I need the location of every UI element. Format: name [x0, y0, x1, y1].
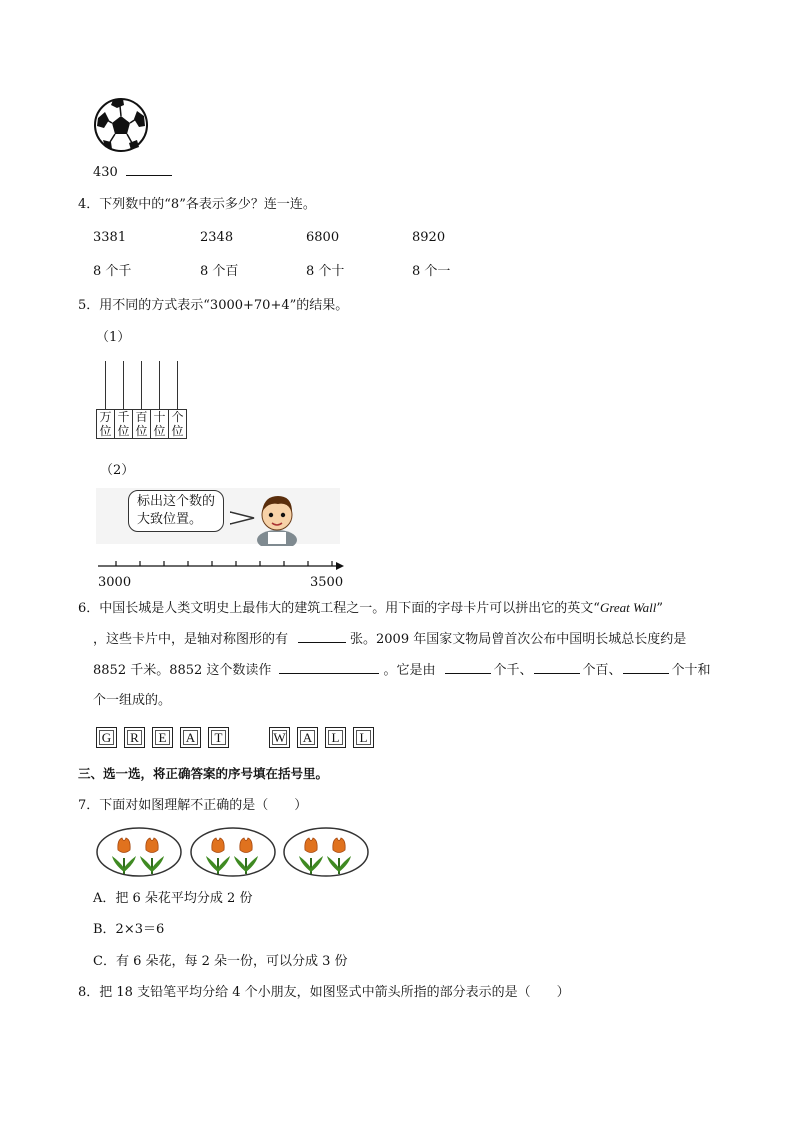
great-wall-text: Great Wall	[599, 600, 657, 615]
question-prompt: ．用不同的方式表示“3000+70+4”的结果。	[86, 298, 349, 313]
abacus-rod	[105, 361, 106, 409]
letter-card[interactable]: G	[96, 727, 117, 748]
meaning-item[interactable]: 8 个百	[200, 264, 239, 279]
ball-answer	[93, 163, 172, 182]
question-prompt: ．把 18 支铅笔平均分给 4 个小朋友，如图竖式中箭头所指的部分表示的是（ ）	[86, 985, 570, 1000]
number-item[interactable]: 8920	[412, 230, 446, 245]
letter-card[interactable]: L	[325, 727, 346, 748]
letter-card[interactable]: L	[353, 727, 374, 748]
letter-card[interactable]: E	[152, 727, 173, 748]
question-5	[78, 297, 348, 315]
section-title: 三、选一选，将正确答案的序号填在括号里。	[78, 766, 329, 781]
meaning-item[interactable]: 8 个千	[93, 264, 132, 279]
question-number: 4	[78, 197, 87, 212]
place-label: 十 位	[150, 409, 169, 439]
question-7	[78, 797, 307, 815]
place-label: 千 位	[114, 409, 133, 439]
letter-card[interactable]: A	[180, 727, 201, 748]
number-item[interactable]: 6800	[306, 230, 340, 245]
option-c[interactable]: C．有 6 朵花，每 2 朵一份，可以分成 3 份	[93, 954, 348, 969]
axis-end-label: 3500	[310, 575, 344, 590]
bubble-text: 标出这个数的	[137, 494, 216, 509]
question-prompt: ．下列数中的“8”各表示多少？连一连。	[86, 197, 316, 212]
answer-blank[interactable]	[126, 163, 172, 176]
part-label: （1）	[96, 330, 131, 345]
bubble-text: 大致位置。	[137, 512, 203, 527]
abacus-rod	[177, 361, 178, 409]
question-number: 8	[78, 985, 87, 1000]
abacus-rod	[123, 361, 124, 409]
speech-bubble	[128, 490, 224, 532]
answer-blank[interactable]	[445, 661, 491, 674]
place-label: 个 位	[168, 409, 187, 439]
place-label: 万 位	[96, 409, 115, 439]
axis-start-label: 3000	[98, 575, 132, 590]
abacus-rod	[141, 361, 142, 409]
number-item[interactable]: 3381	[93, 230, 127, 245]
question-prompt: ．下面对如图理解不正确的是（ ）	[86, 798, 308, 813]
meaning-item[interactable]: 8 个十	[306, 264, 345, 279]
option-a[interactable]: A．把 6 朵花平均分成 2 份	[93, 891, 253, 906]
letter-card[interactable]: A	[297, 727, 318, 748]
question-6-line1: 6．中国长城是人类文明史上最伟大的建筑工程之一。用下面的字母卡片可以拼出它的英文“Great Wall”	[78, 600, 664, 616]
answer-blank[interactable]	[279, 661, 379, 674]
letter-card[interactable]: T	[208, 727, 229, 748]
number-line[interactable]	[96, 556, 346, 572]
place-label: 百 位	[132, 409, 151, 439]
answer-blank[interactable]	[298, 630, 346, 643]
ball-value: 430	[93, 165, 118, 180]
option-b[interactable]: B．2×3＝6	[93, 922, 165, 937]
number-item[interactable]: 2348	[200, 230, 234, 245]
answer-blank[interactable]	[534, 661, 580, 674]
abacus-rod	[159, 361, 160, 409]
question-6-line3: 8852 千米。8852 这个数读作 。它是由 个千、 个百、 个十和	[93, 663, 711, 678]
question-8	[78, 984, 570, 1002]
question-number: 7	[78, 798, 87, 813]
soccer-ball-icon	[93, 96, 149, 154]
boy-avatar	[254, 488, 300, 546]
meaning-item[interactable]: 8 个一	[412, 264, 451, 279]
question-number: 6	[78, 601, 87, 616]
question-6-line2: ，这些卡片中，是轴对称图形的有 张。2009 年国家文物局曾首次公布中国明长城总长度约是	[93, 632, 687, 647]
part-label: （2）	[100, 463, 135, 478]
question-6-line4: 个一组成的。	[93, 693, 172, 708]
flower-groups-illustration	[96, 826, 370, 878]
letter-card[interactable]: R	[124, 727, 145, 748]
answer-blank[interactable]	[623, 661, 669, 674]
letter-card[interactable]: W	[269, 727, 290, 748]
question-4	[78, 196, 316, 214]
question-number: 5	[78, 298, 87, 313]
